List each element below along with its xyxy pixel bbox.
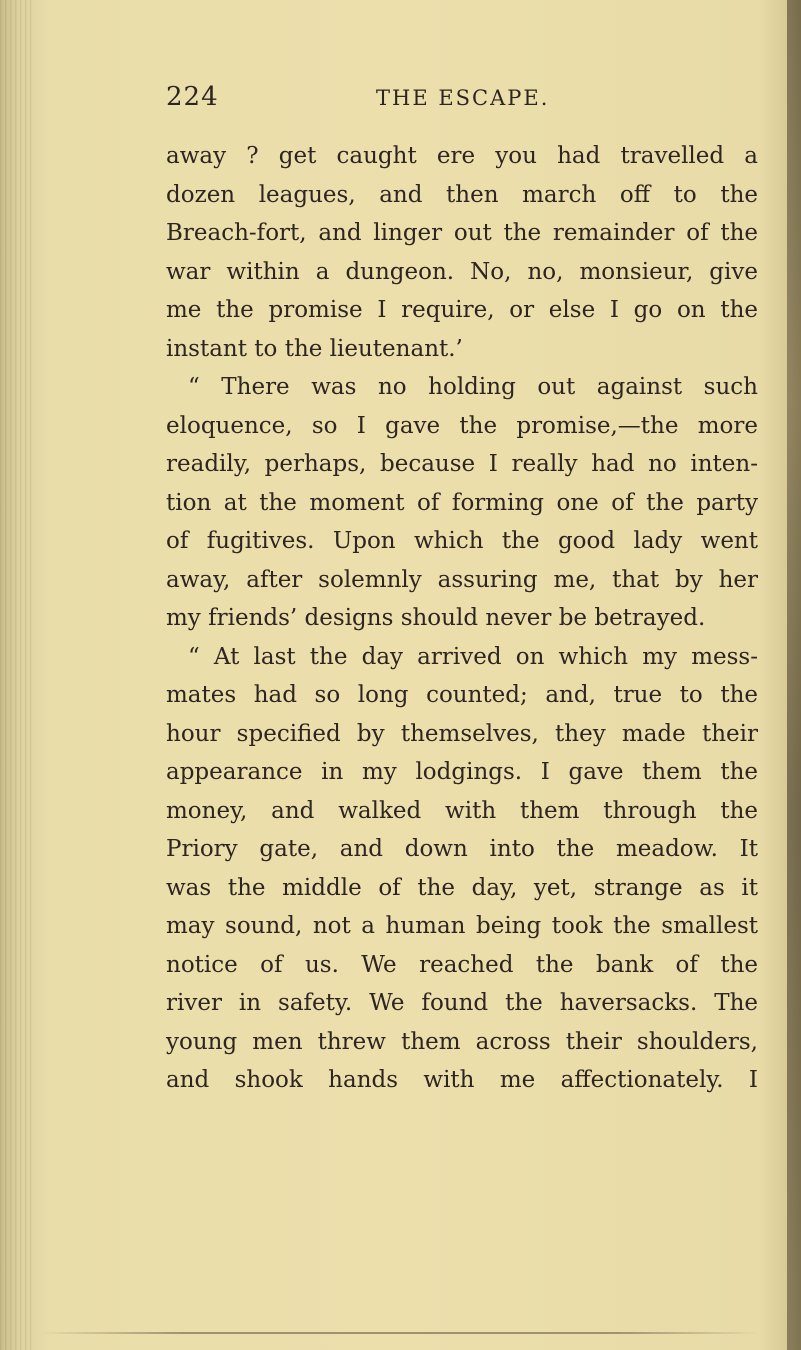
- text-line: “ At last the day arrived on which my mess-: [188, 643, 758, 670]
- text-line: river in safety. We found the haversacks. The: [166, 990, 758, 1016]
- text-line: “ There was no holding out against such: [188, 374, 758, 400]
- text-line: Priory gate, and down into the meadow. It: [166, 836, 758, 862]
- text-line: hour specified by themselves, they made their: [166, 720, 758, 747]
- text-line: and shook hands with me affectionately. I: [166, 1067, 758, 1093]
- text-line: away, after solemnly assuring me, that by her: [166, 566, 758, 593]
- text-line: tion at the moment of forming one of the party: [166, 489, 758, 516]
- text-line: mates had so long counted; and, true to the: [166, 682, 758, 708]
- text-line: dozen leagues, and then march off to the: [166, 181, 758, 208]
- text-line: me the promise I require, or else I go on the: [166, 297, 758, 323]
- text-line: young men threw them across their shoulders,: [166, 1028, 758, 1055]
- text-line: my friends’ designs should never be betrayed.: [166, 605, 706, 631]
- text-line: money, and walked with them through the: [166, 797, 758, 824]
- text-line: of fugitives. Upon which the good lady went: [166, 528, 758, 554]
- running-title: THE ESCAPE.: [376, 86, 550, 110]
- text-line: Breach-fort, and linger out the remainder of the: [166, 220, 758, 246]
- page-header: [166, 82, 756, 122]
- text-line: notice of us. We reached the bank of the: [166, 951, 758, 978]
- text-line: war within a dungeon. No, no, monsieur, give: [166, 258, 758, 285]
- page-number: 224: [166, 82, 219, 112]
- text-line: readily, perhaps, because I really had no inten-: [166, 451, 758, 477]
- body-text: [166, 137, 758, 1100]
- text-line: away ? get caught ere you had travelled a: [166, 143, 758, 169]
- page-edge: [787, 0, 801, 1350]
- text-line: appearance in my lodgings. I gave them the: [166, 759, 758, 785]
- text-line: instant to the lieutenant.’: [166, 335, 463, 362]
- binding-gutter: [0, 0, 34, 1350]
- text-line: was the middle of the day, yet, strange as it: [166, 874, 758, 901]
- text-line: eloquence, so I gave the promise,—the more: [166, 412, 758, 439]
- page-bottom-edge: [40, 1332, 760, 1334]
- text-line: may sound, not a human being took the smallest: [166, 913, 758, 939]
